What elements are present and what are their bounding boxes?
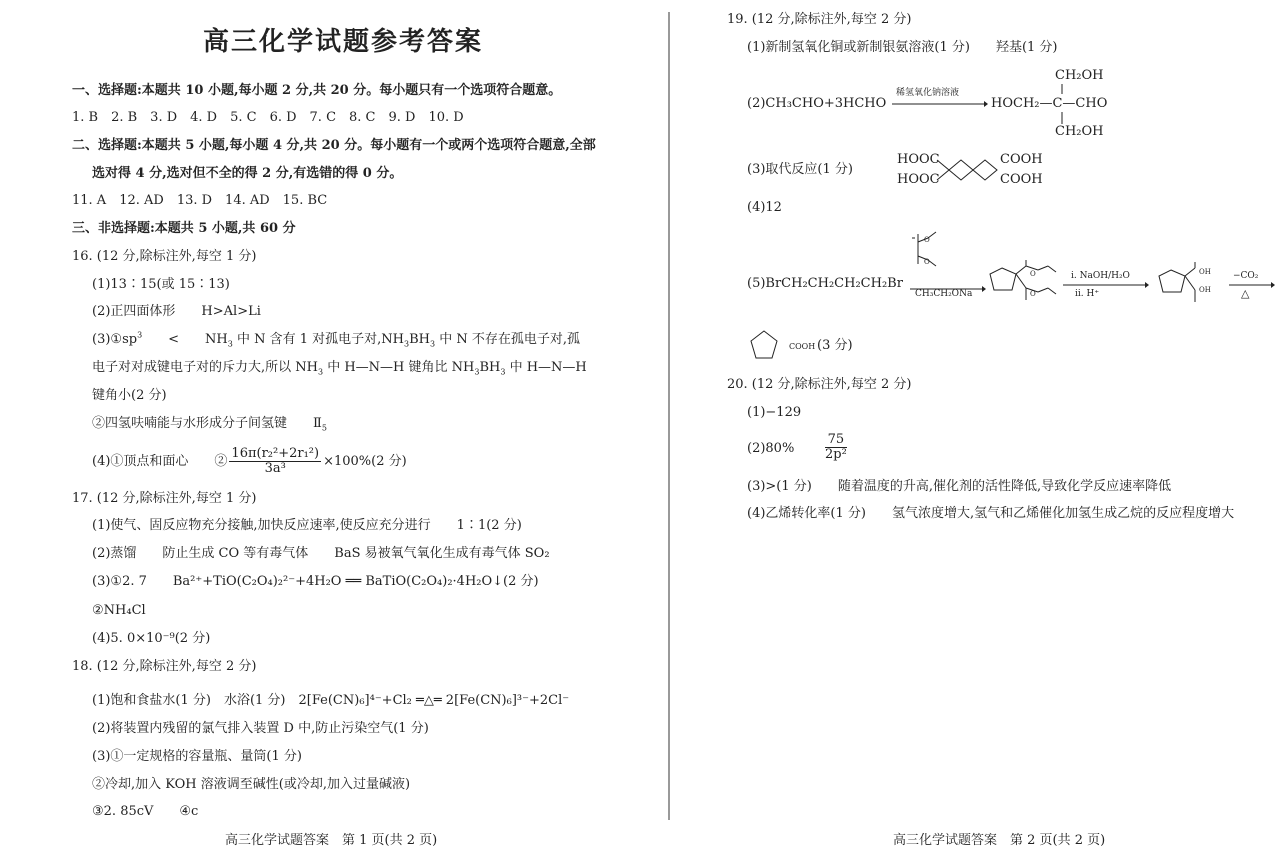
page-footer-2: 高三化学试题答案 第 2 页(共 2 页) — [893, 833, 1106, 848]
answers-11-15: 11. A 12. AD 13. D 14. AD 15. BC — [72, 193, 328, 208]
q16-part3-line1: $(3)①sp^3$ < $NH_3$ 中 N 含有 1 对孤电子对$,NH_3BH_3$ 中 N 不存在孤电子对,孤 — [92, 330, 580, 349]
q19-part2-arrow — [892, 100, 988, 108]
section-3-heading: 三、非选择题:本题共 5 小题,共 60 分 — [72, 221, 296, 236]
section-2-heading: 二、选择题:本题共 5 小题,每小题 4 分,共 20 分。每小题有一个或两个选项符合题意,全部 — [72, 138, 596, 153]
q18-part3: (3)①一定规格的容量瓶、量筒(1 分) — [92, 749, 302, 764]
q18-part3-2: ②冷却,加入 KOH 溶液调至碱性(或冷却,加入过量碱液) — [92, 777, 411, 792]
q19-part5-condition-1: CH₃CH₂ONa — [915, 289, 973, 299]
q16-part2: (2)正四面体形 H>Al>Li — [92, 304, 261, 319]
q20-part4: (4)乙烯转化率(1 分) 氢气浓度增大,氢气和乙烯催化加氢生成乙烷的反应程度增大 — [747, 506, 1235, 521]
q19-part2-bonds — [1060, 84, 1064, 124]
q20-header: 20. (12 分,除标注外,每空 2 分) — [727, 377, 912, 392]
q19-part5-score: (3 分) — [817, 338, 853, 353]
q17-part4: (4)5. 0×10⁻⁹(2 分) — [92, 631, 211, 646]
q19-part5-product-group: COOH — [789, 342, 816, 351]
q19-part3-cooh-top: COOH — [1000, 152, 1043, 167]
svg-text:O: O — [924, 236, 930, 244]
q19-part5-reactant: (5)BrCH₂CH₂CH₂CH₂Br — [747, 276, 903, 291]
q18-header: 18. (12 分,除标注外,每空 2 分) — [72, 659, 257, 674]
q19-part4: (4)12 — [747, 200, 782, 215]
q16-part3-2: ②四氢呋喃能与水形成分子间氢键 $Ⅱ_5$ — [92, 416, 327, 433]
cyclopentane-structure — [749, 330, 779, 360]
q18-part2: (2)将装置内残留的氯气排入装置 D 中,防止污染空气(1 分) — [92, 721, 429, 736]
q19-header: 19. (12 分,除标注外,每空 2 分) — [727, 12, 912, 27]
section-2-heading-cont: 选对得 4 分,选对但不全的得 2 分,有选错的得 0 分。 — [92, 166, 403, 181]
q19-part5-condition-2a: ⅰ. NaOH/H₂O — [1071, 271, 1130, 281]
page-divider — [668, 12, 670, 820]
cyclopentane-diester-structure — [988, 260, 1068, 308]
q17-part3-2: ②NH₄Cl — [92, 603, 146, 618]
q20-part2-fraction: $\frac{75}{\text{2p²}}$ — [825, 432, 847, 462]
answers-1-10: 1. B 2. B 3. D 4. D 5. C 6. D 7. C 8. C 9. D 10. D — [72, 110, 464, 125]
q18-part1: (1)饱和食盐水(1 分) 水浴(1 分) 2[Fe(CN)₆]⁴⁻+Cl₂ ═△═ 2[Fe(CN)₆]³⁻+2Cl⁻ — [92, 693, 570, 708]
q17-header: 17. (12 分,除标注外,每空 1 分) — [72, 491, 257, 506]
q20-part1: (1)−129 — [747, 405, 802, 420]
svg-text:O: O — [924, 258, 930, 266]
svg-text:OH: OH — [1199, 268, 1211, 276]
q16-fraction: $\frac{\text{16π(r₂²+2r₁²)}}{\text{3a³}}$ — [231, 446, 320, 476]
q19-part3-cooh-bottom: COOH — [1000, 172, 1043, 187]
q17-part2: (2)蒸馏 防止生成 CO 等有毒气体 BaS 易被氧气氧化生成有毒气体 SO₂ — [92, 546, 550, 561]
page-2 — [675, 0, 1283, 861]
q19-part3: (3)取代反应(1 分) — [747, 162, 853, 177]
q16-part3-line3: 键角小(2 分) — [92, 388, 167, 403]
diethyl-malonate-structure — [912, 228, 952, 268]
q19-part3-hooc-bottom: HOOC — [897, 172, 940, 187]
section-1-heading: 一、选择题:本题共 10 小题,每小题 2 分,共 20 分。每小题只有一个选项符合题意。 — [72, 83, 562, 98]
page-title: 高三化学试题参考答案 — [203, 27, 484, 57]
q19-part5-condition-3b: △ — [1241, 287, 1250, 300]
q19-part2-product: HOCH₂—C—CHO — [991, 96, 1108, 111]
q19-part2-reactants: (2)CH₃CHO+3HCHO — [747, 96, 887, 111]
cyclopentane-dicarboxylic-acid-structure — [1157, 262, 1213, 306]
svg-text:O: O — [1030, 270, 1036, 278]
q16-header: 16. (12 分,除标注外,每空 1 分) — [72, 249, 257, 264]
q17-part3: (3)①2. 7 Ba²⁺+TiO(C₂O₄)₂²⁻+4H₂O ══ BaTiO(C₂O₄)₂·4H₂O↓(2 分) — [92, 574, 539, 589]
q19-part2-condition: 稀氢氧化钠溶液 — [896, 88, 960, 98]
q19-part3-hooc-top: HOOC — [897, 152, 940, 167]
q19-part5-condition-3a: −CO₂ — [1233, 271, 1259, 281]
q19-part5-condition-2b: ⅱ. H⁺ — [1075, 289, 1100, 299]
q19-part2-bottom-group: CH₂OH — [1055, 124, 1104, 139]
q19-part2-top-group: CH₂OH — [1055, 68, 1104, 83]
q16-part1: (1)13∶15(或 15∶13) — [92, 277, 230, 292]
svg-text:OH: OH — [1199, 286, 1211, 294]
q19-part1: (1)新制氢氧化铜或新制银氨溶液(1 分) 羟基(1 分) — [747, 40, 1058, 55]
q17-part1: (1)使气、固反应物充分接触,加快反应速率,使反应充分进行 1∶1(2 分) — [92, 518, 522, 533]
q16-part4: (4)①顶点和面心 ② $\frac{\text{16π(r₂²+2r₁²)}}{\text{3a³}}$ ×100%(2 分) — [92, 446, 407, 476]
page-footer-1: 高三化学试题答案 第 1 页(共 2 页) — [225, 833, 438, 848]
svg-text:O: O — [1030, 290, 1036, 298]
q18-part3-3: ③2. 85cV ④c — [92, 804, 199, 819]
q20-part3: (3)>(1 分) 随着温度的升高,催化剂的活性降低,导致化学反应速率降低 — [747, 479, 1172, 494]
q20-part2: (2)80% — [747, 441, 795, 456]
q19-part3-spiro-structure — [937, 158, 999, 182]
q16-part3-line2: 电子对对成键电子对的斥力大,所以 $NH_3$ 中 H—N—H 键角比 $NH_3BH_3$ 中 H—N—H — [92, 360, 587, 377]
